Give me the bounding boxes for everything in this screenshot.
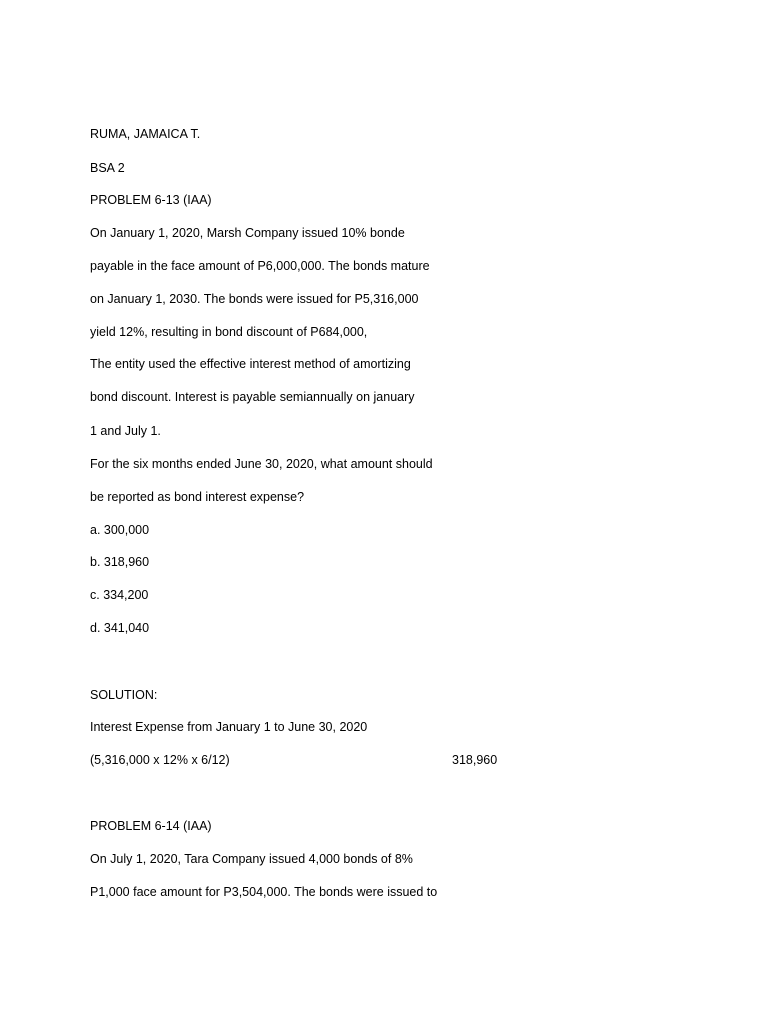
problem-text-line: bond discount. Interest is payable semiannually on january: [90, 390, 415, 404]
answer-choice: b. 318,960: [90, 555, 150, 569]
student-name: RUMA, JAMAICA T.: [90, 127, 201, 141]
problem-text-line: payable in the face amount of P6,000,000. The bonds mature: [90, 259, 430, 273]
answer-choice: a. 300,000: [90, 523, 150, 537]
problem-heading: PROBLEM 6-14 (IAA): [90, 819, 212, 833]
solution-description: Interest Expense from January 1 to June 30, 2020: [90, 720, 368, 734]
problem-heading: PROBLEM 6-13 (IAA): [90, 193, 212, 207]
problem-text-line: On July 1, 2020, Tara Company issued 4,000 bonds of 8%: [90, 852, 413, 866]
problem-text-line: For the six months ended June 30, 2020, what amount should: [90, 457, 433, 471]
answer-choice: c. 334,200: [90, 588, 149, 602]
answer-choice: d. 341,040: [90, 621, 150, 635]
problem-text-line: on January 1, 2030. The bonds were issued for P5,316,000: [90, 292, 419, 306]
solution-result: 318,960: [452, 753, 498, 767]
problem-text-line: 1 and July 1.: [90, 424, 161, 438]
problem-text-line: On January 1, 2020, Marsh Company issued 10% bonde: [90, 226, 405, 240]
course-label: BSA 2: [90, 161, 125, 175]
problem-text-line: be reported as bond interest expense?: [90, 490, 305, 504]
solution-computation: (5,316,000 x 12% x 6/12): [90, 753, 230, 767]
problem-text-line: yield 12%, resulting in bond discount of P684,000,: [90, 325, 368, 339]
problem-text-line: The entity used the effective interest method of amortizing: [90, 357, 411, 371]
solution-heading: SOLUTION:: [90, 688, 158, 702]
problem-text-line: P1,000 face amount for P3,504,000. The bonds were issued to: [90, 885, 438, 899]
